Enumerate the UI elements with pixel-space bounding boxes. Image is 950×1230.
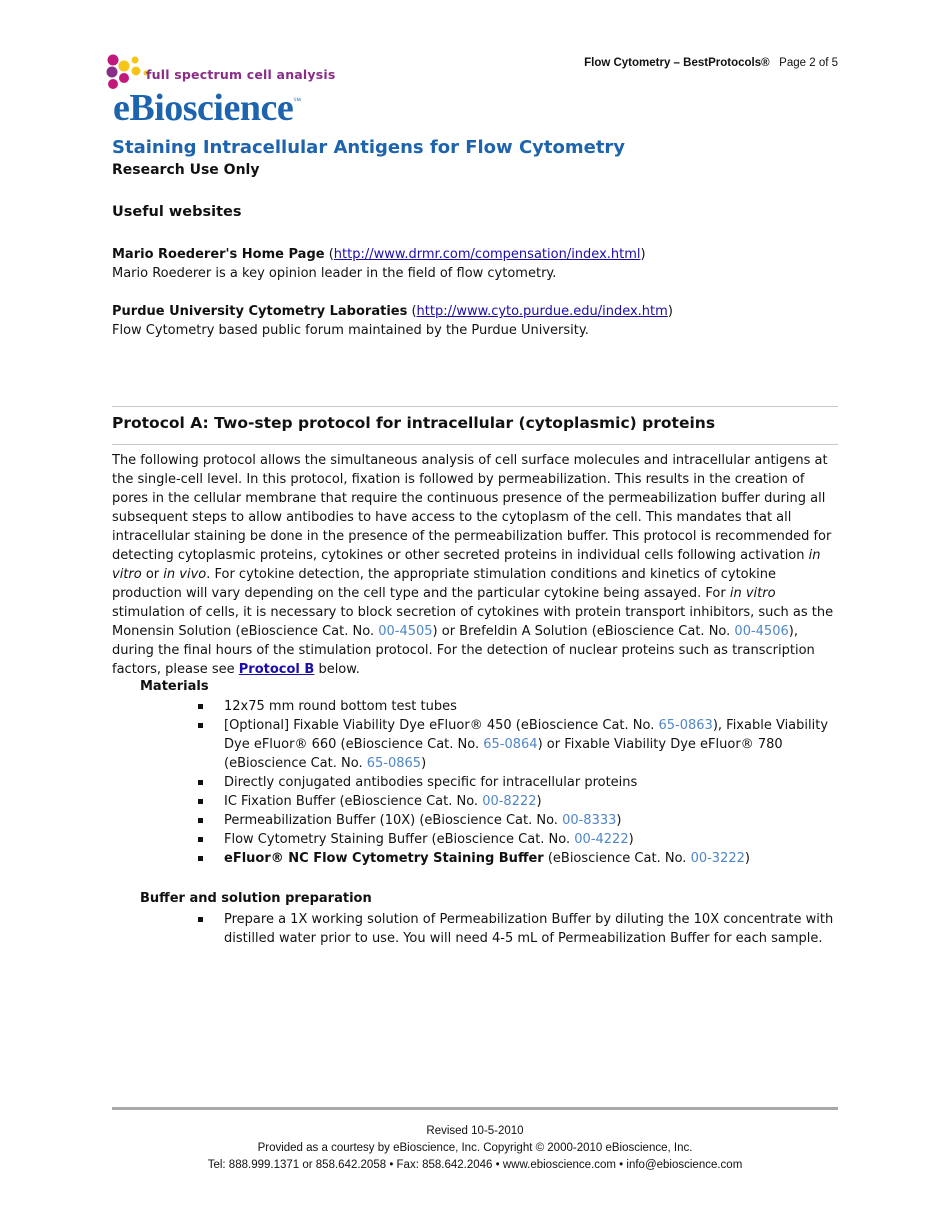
item-text: 12x75 mm round bottom test tubes bbox=[224, 699, 457, 714]
desc-italic: in vivo bbox=[163, 567, 207, 582]
protocol-a-description bbox=[112, 451, 842, 679]
website-name: Purdue University Cytometry Laboraties bbox=[112, 304, 408, 319]
list-item bbox=[196, 830, 836, 849]
cat-number[interactable]: 65-0863 bbox=[658, 718, 713, 733]
item-text: Permeabilization Buffer (10X) (eBioscience Cat. No. bbox=[224, 813, 563, 828]
item-text: Prepare a 1X working solution of Permeabilization Buffer by diluting the 10X concentrate with distilled water prior to use. You will need 4-5 mL of Permeabilization Buffer for each sample. bbox=[224, 912, 834, 946]
logo-trademark: ™ bbox=[293, 96, 301, 105]
protocol-a-heading: Protocol A: Two-step protocol for intracellular (cytoplasmic) proteins bbox=[112, 414, 716, 432]
list-item bbox=[196, 849, 836, 868]
materials-heading: Materials bbox=[140, 679, 209, 694]
cat-number[interactable]: 00-4222 bbox=[574, 832, 629, 847]
footer-courtesy: Provided as a courtesy by eBioscience, Inc. Copyright © 2000-2010 eBioscience, Inc. bbox=[257, 1142, 693, 1154]
website-link-purdue[interactable]: http://www.cyto.purdue.edu/index.htm bbox=[416, 304, 668, 319]
website-desc: Flow Cytometry based public forum maintained by the Purdue University. bbox=[112, 323, 589, 338]
protocol-b-link[interactable]: Protocol B bbox=[238, 662, 315, 677]
buffer-list bbox=[196, 910, 836, 948]
cat-number[interactable]: 65-0865 bbox=[366, 756, 422, 771]
websites-heading: Useful websites bbox=[112, 204, 242, 220]
cat-number[interactable]: 00-3222 bbox=[690, 851, 745, 866]
item-text: ) bbox=[744, 851, 750, 866]
list-item bbox=[196, 792, 836, 811]
item-text: ) bbox=[421, 756, 427, 771]
website-name: Mario Roederer's Home Page bbox=[112, 247, 325, 262]
item-text: [Optional] Fixable Viability Dye eFluor® 450 (eBioscience Cat. No. bbox=[224, 718, 659, 733]
website-item-roederer: Mario Roederer's Home Page (http://www.drmr.com/compensation/index.html) Mario Roederer is a key opinion leader in the field of flow cytometry. bbox=[112, 247, 646, 281]
item-text: IC Fixation Buffer (eBioscience Cat. No. bbox=[224, 794, 483, 809]
desc-text: or bbox=[141, 567, 164, 582]
list-item bbox=[196, 910, 836, 948]
desc-text: stimulation of cells, it is necessary to block secretion of cytokines with protein transport inhibitors, such as the Monensin Solution (eBioscience Cat. No. bbox=[112, 605, 834, 639]
cat-number[interactable]: 00-8333 bbox=[562, 813, 617, 828]
list-item bbox=[196, 697, 836, 716]
footer-divider bbox=[112, 1107, 838, 1110]
website-item-purdue: Purdue University Cytometry Laboraties (http://www.cyto.purdue.edu/index.htm) Flow Cytometry based public forum maintained by the Purdue University. bbox=[112, 304, 673, 338]
item-text: ) bbox=[536, 794, 542, 809]
desc-text: The following protocol allows the simultaneous analysis of cell surface molecules and intracellular antigens at the single-cell level. In this protocol, fixation is followed by permeabilization. This results in the creation of pores in the cellular membrane that require the continuous presence of the permeabilization buffer during all subsequent steps to allow antibodies to have access to the cytoplasm of the cell. This mandates that all intracellular staining be done in the presence of the permeabilization buffer. This protocol is recommended for detecting cytoplasmic proteins, cytokines or other secreted proteins in individual cells following activation bbox=[112, 453, 832, 563]
item-text: Directly conjugated antibodies specific for intracellular proteins bbox=[224, 775, 638, 790]
desc-text: . For cytokine detection, the appropriate stimulation conditions and kinetics of cytokine production will vary depending on the cell type and the particular cytokine being assayed. For bbox=[112, 567, 777, 601]
logo-brand bbox=[113, 86, 301, 130]
list-item bbox=[196, 811, 836, 830]
buffer-heading: Buffer and solution preparation bbox=[140, 891, 372, 906]
page-header bbox=[520, 57, 838, 69]
cat-number[interactable]: 00-4505 bbox=[378, 624, 433, 639]
website-desc: Mario Roederer is a key opinion leader in the field of flow cytometry. bbox=[112, 266, 557, 281]
list-item bbox=[196, 716, 836, 773]
page-title: Staining Intracellular Antigens for Flow Cytometry bbox=[112, 137, 626, 158]
list-item bbox=[196, 773, 836, 792]
desc-text: ) or Brefeldin A Solution (eBioscience Cat. No. bbox=[432, 624, 735, 639]
desc-text: ), during the final hours of the stimulation protocol. For the detection of nuclear proteins such as transcription factors, please see bbox=[112, 624, 815, 677]
page-number: Page 2 of 5 bbox=[779, 57, 838, 69]
header-doc-title: Flow Cytometry – BestProtocols® bbox=[584, 57, 770, 69]
footer-revised: Revised 10-5-2010 bbox=[426, 1125, 524, 1137]
item-text: ) bbox=[616, 813, 622, 828]
footer-contact: Tel: 888.999.1371 or 858.642.2058 • Fax: 858.642.2046 • www.ebioscience.com • info@ebioscience.com bbox=[207, 1159, 743, 1171]
item-text: ) or Fixable Viability Dye eFluor® 780 (eBioscience Cat. No. bbox=[224, 737, 783, 771]
item-text: ), Fixable Viability Dye eFluor® 660 (eBioscience Cat. No. bbox=[224, 718, 829, 752]
desc-italic: in vitro bbox=[729, 586, 776, 601]
section-divider-top bbox=[112, 406, 838, 407]
item-text: ) bbox=[628, 832, 634, 847]
materials-list bbox=[196, 697, 836, 868]
cat-number[interactable]: 00-8222 bbox=[482, 794, 537, 809]
page-subtitle: Research Use Only bbox=[112, 162, 260, 178]
website-link-roederer[interactable]: http://www.drmr.com/compensation/index.html bbox=[333, 247, 641, 262]
cat-number[interactable]: 00-4506 bbox=[734, 624, 789, 639]
desc-text: below. bbox=[314, 662, 360, 677]
cat-number[interactable]: 65-0864 bbox=[483, 737, 538, 752]
item-text-bold: eFluor® NC Flow Cytometry Staining Buffer bbox=[224, 851, 544, 866]
desc-italic: in vitro bbox=[112, 548, 821, 582]
section-divider-bottom bbox=[112, 444, 838, 445]
logo-brand-text: eBioscience bbox=[113, 87, 294, 129]
item-text: (eBioscience Cat. No. bbox=[543, 851, 691, 866]
logo-tagline: full spectrum cell analysis bbox=[146, 67, 336, 82]
item-text: Flow Cytometry Staining Buffer (eBioscience Cat. No. bbox=[224, 832, 575, 847]
